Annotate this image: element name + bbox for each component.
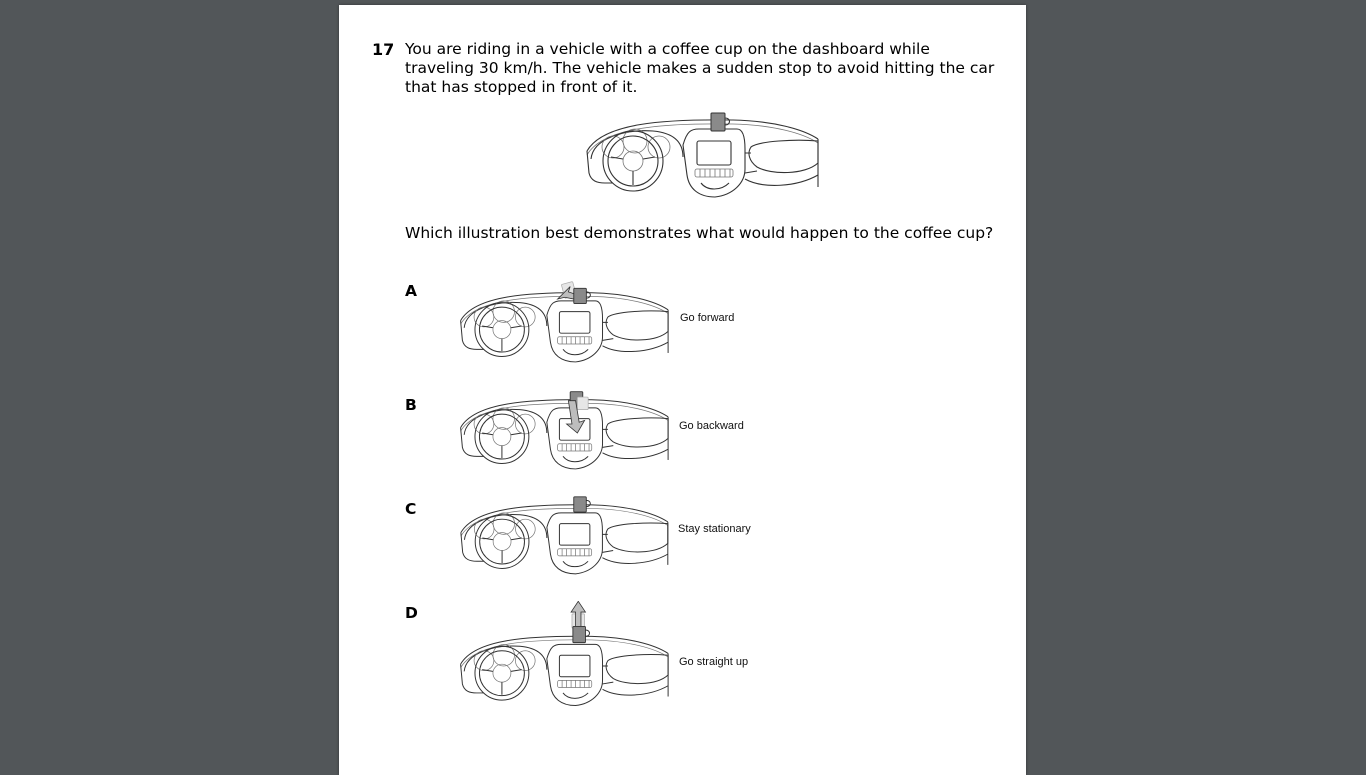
question-prompt: Which illustration best demonstrates what would happen to the coffee cup? xyxy=(405,224,994,242)
option-a-label: Go forward xyxy=(680,312,735,324)
option-c-letter: C xyxy=(405,500,417,518)
option-d-label: Go straight up xyxy=(679,656,749,668)
dashboard-illustration xyxy=(583,109,819,205)
option-b-illustration xyxy=(457,389,669,477)
option-b-letter: B xyxy=(405,396,417,414)
option-c-label: Stay stationary xyxy=(678,523,751,535)
option-a-illustration xyxy=(457,280,669,372)
document-page xyxy=(339,5,1026,775)
option-c-illustration xyxy=(457,495,669,581)
option-d-letter: D xyxy=(405,604,418,622)
option-b-label: Go backward xyxy=(679,420,744,432)
question-number: 17 xyxy=(372,40,395,59)
question-text: You are riding in a vehicle with a coffee cup on the dashboard while traveling 30 km/h. The vehicle makes a sudden stop to avoid hitting the car that has stopped in front of it. xyxy=(405,40,995,96)
option-a-letter: A xyxy=(405,282,417,300)
option-d-illustration xyxy=(457,601,669,713)
